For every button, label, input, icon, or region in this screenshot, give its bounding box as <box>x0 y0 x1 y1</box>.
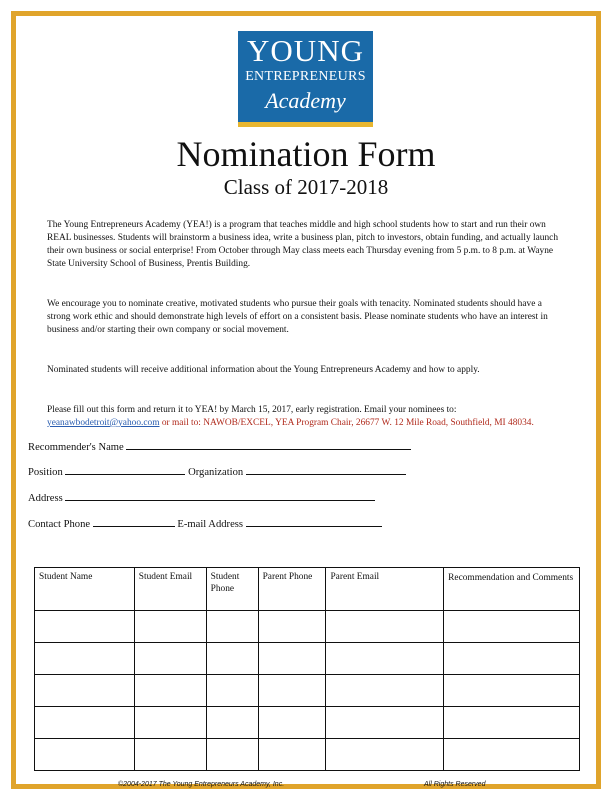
cell-parent-phone[interactable] <box>258 611 326 643</box>
cell-student-phone[interactable] <box>206 643 258 675</box>
cell-student-name[interactable] <box>35 643 135 675</box>
position-input[interactable] <box>65 465 185 475</box>
cell-recommendation[interactable] <box>444 739 580 771</box>
header-parent-phone: Parent Phone <box>258 568 326 611</box>
page-title: Nomination Form <box>176 134 436 174</box>
header-recommendation: Recommendation and Comments <box>444 568 580 611</box>
table-header-row <box>35 568 580 611</box>
table-row <box>35 643 580 675</box>
cell-parent-email[interactable] <box>326 739 444 771</box>
position-organization-row <box>28 465 406 479</box>
address-input[interactable] <box>65 491 375 501</box>
table-row <box>35 707 580 739</box>
intro-paragraph: The Young Entrepreneurs Academy (YEA!) is a program that teaches middle and high school students how to start and run their own REAL businesses. Students will brainstorm a business idea, write a business plan, pitch to investors, obtain funding, and actually launch their own business or social enterprise! From October through May class meets each Thursday evening from 5 p.m. to 8 p.m. at Wayne State University School of Business, Prentis Building. <box>47 220 559 269</box>
cell-student-phone[interactable] <box>206 707 258 739</box>
table-row <box>35 739 580 771</box>
cell-student-email[interactable] <box>134 707 206 739</box>
address-label: Address <box>28 493 63 504</box>
contact-phone-input[interactable] <box>93 517 175 527</box>
cell-recommendation[interactable] <box>444 611 580 643</box>
cell-student-phone[interactable] <box>206 739 258 771</box>
info-paragraph: Nominated students will receive additional information about the Young Entrepreneurs Academy and how to apply. <box>47 365 480 375</box>
email-address-input[interactable] <box>246 517 382 527</box>
position-label: Position <box>28 467 63 478</box>
address-field <box>28 491 375 505</box>
cell-student-phone[interactable] <box>206 675 258 707</box>
contact-row <box>28 517 382 531</box>
cell-parent-email[interactable] <box>326 611 444 643</box>
cell-student-name[interactable] <box>35 611 135 643</box>
header-student-phone: Student Phone <box>206 568 258 611</box>
encourage-paragraph: We encourage you to nominate creative, motivated students who pursue their goals with tenacity. Nominated students should have a strong work ethic and should demonstrate high levels of effort on a consistent basis. Please nominate students who have an interest in business and/or starting their own company or social movement. <box>47 299 548 335</box>
yea-logo: YOUNG ENTREPRENEURS Academy <box>238 31 373 127</box>
copyright-text: ©2004-2017 The Young Entrepreneurs Academy, Inc. <box>118 781 285 788</box>
cell-parent-email[interactable] <box>326 643 444 675</box>
recommender-name-label: Recommender's Name <box>28 442 124 453</box>
recommender-name-input[interactable] <box>126 440 411 450</box>
rights-text: All Rights Reserved <box>424 781 486 788</box>
cell-student-email[interactable] <box>134 643 206 675</box>
nomination-email-link[interactable]: yeanawbodetroit@yahoo.com <box>47 417 160 428</box>
header-parent-email: Parent Email <box>326 568 444 611</box>
cell-student-name[interactable] <box>35 675 135 707</box>
cell-parent-email[interactable] <box>326 675 444 707</box>
organization-input[interactable] <box>246 465 406 475</box>
organization-label: Organization <box>188 467 244 478</box>
cell-parent-phone[interactable] <box>258 739 326 771</box>
contact-phone-label: Contact Phone <box>28 519 91 530</box>
instructions-text: Please fill out this form and return it to YEA! by March 15, 2017, early registration. Email your nominees to: <box>47 405 457 415</box>
instructions-paragraph <box>47 404 567 430</box>
cell-recommendation[interactable] <box>444 675 580 707</box>
header-student-name: Student Name <box>35 568 135 611</box>
recommender-name-field <box>28 440 411 454</box>
cell-student-name[interactable] <box>35 739 135 771</box>
mail-prefix: or mail to: <box>159 417 204 428</box>
cell-student-email[interactable] <box>134 675 206 707</box>
header-student-email: Student Email <box>134 568 206 611</box>
cell-parent-phone[interactable] <box>258 643 326 675</box>
table-row <box>35 611 580 643</box>
cell-parent-phone[interactable] <box>258 675 326 707</box>
page-subtitle: Class of 2017-2018 <box>223 175 389 199</box>
cell-recommendation[interactable] <box>444 707 580 739</box>
cell-recommendation[interactable] <box>444 643 580 675</box>
mailing-address: NAWOB/EXCEL, YEA Program Chair, 26677 W. 12 Mile Road, Southfield, MI 48034. <box>203 417 534 428</box>
cell-student-email[interactable] <box>134 739 206 771</box>
student-nomination-table <box>34 567 580 771</box>
cell-student-name[interactable] <box>35 707 135 739</box>
cell-parent-email[interactable] <box>326 707 444 739</box>
email-address-label: E-mail Address <box>177 519 244 530</box>
cell-student-email[interactable] <box>134 611 206 643</box>
cell-student-phone[interactable] <box>206 611 258 643</box>
table-row <box>35 675 580 707</box>
cell-parent-phone[interactable] <box>258 707 326 739</box>
